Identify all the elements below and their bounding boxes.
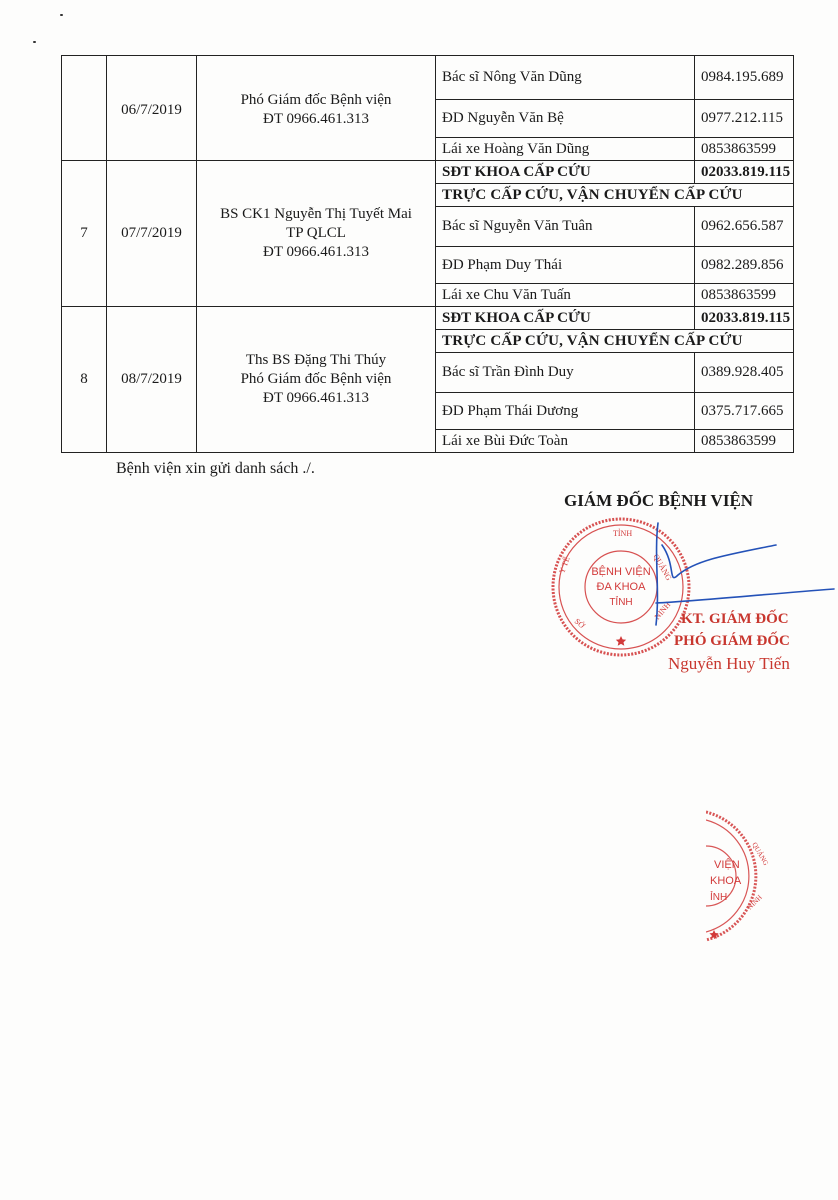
date-cell: 06/7/2019 [107,56,197,161]
stt-cell: 7 [62,161,107,307]
staff-phone: 0962.656.587 [695,207,794,247]
staff-phone: 0853863599 [695,284,794,307]
scan-speck [60,14,63,16]
stamp-center-text: ĐA KHOA [596,581,646,593]
stamp-ring-text: QUẢNG [651,552,674,583]
staff-phone: 0375.717.665 [695,393,794,430]
scan-speck [33,41,36,43]
stamp-center-text: BỆNH VIỆN [591,566,651,578]
leader-line: TP QLCL [286,225,346,241]
duty-schedule-table [61,55,794,453]
staff-role: ĐD Phạm Duy Thái [436,247,695,284]
leader-cell [197,161,436,307]
hotline-label: SĐT KHOA CẤP CỨU [436,307,695,330]
signature-title: GIÁM ĐỐC BỆNH VIỆN [564,491,754,510]
closing-text: Bệnh viện xin gửi danh sách ./. [116,460,315,477]
duty-label: TRỰC CẤP CỨU, VẬN CHUYỂN CẤP CỨU [436,330,794,353]
staff-role: ĐD Nguyễn Văn Bệ [436,100,695,138]
staff-role: Bác sĩ Trần Đình Duy [436,353,695,393]
date-cell: 07/7/2019 [107,161,197,307]
staff-role: ĐD Phạm Thái Dương [436,393,695,430]
hotline-phone: 02033.819.115 [695,307,794,330]
hotline-label: SĐT KHOA CẤP CỨU [436,161,695,184]
leader-line: Phó Giám đốc Bệnh viện [240,92,392,108]
leader-line: ĐT 0966.461.313 [263,390,369,406]
duty-label: TRỰC CẤP CỨU, VẬN CHUYỂN CẤP CỨU [436,184,794,207]
stamp-center-text: TỈNH [609,597,633,608]
staff-role: Bác sĩ Nông Văn Dũng [436,56,695,100]
staff-role: Lái xe Hoàng Văn Dũng [436,138,695,161]
leader-line: Phó Giám đốc Bệnh viện [240,371,392,387]
staff-phone: 0977.212.115 [695,100,794,138]
staff-phone: 0853863599 [695,430,794,453]
date-cell: 08/7/2019 [107,307,197,453]
seal-text: ỈNH [710,892,728,903]
seal-text: VIỆN [714,859,740,871]
leader-line: Ths BS Đặng Thi Thúy [245,352,387,368]
signature-kt-line: KT. GIÁM ĐỐC [681,611,789,627]
stamp-ring-text: Y TẾ [557,555,572,575]
staff-phone: 0389.928.405 [695,353,794,393]
leader-cell [197,56,436,161]
stamp-ring-text: TỈNH [613,529,633,538]
staff-phone: 0853863599 [695,138,794,161]
signature-deputy-line: PHÓ GIÁM ĐỐC [674,633,790,649]
staff-role: Lái xe Bùi Đức Toàn [436,430,695,453]
seal-text: KHOA [710,875,742,887]
leader-cell [197,307,436,453]
partial-seal [706,806,786,946]
stamp-ring-text: NINH [652,600,673,622]
staff-phone: 0984.195.689 [695,56,794,100]
stt-cell: 8 [62,307,107,453]
leader-line: ĐT 0966.461.313 [263,111,369,127]
stt-cell [62,56,107,161]
hotline-phone: 02033.819.115 [695,161,794,184]
staff-role: Lái xe Chu Văn Tuấn [436,284,695,307]
leader-line: ĐT 0966.461.313 [263,244,369,260]
seal-ring-text: QUẢNG [750,841,770,867]
seal-ring-text: NINH [745,893,764,912]
stamp-ring-text: SỞ [572,616,587,631]
leader-line: BS CK1 Nguyễn Thị Tuyết Mai [220,206,412,222]
staff-phone: 0982.289.856 [695,247,794,284]
staff-role: Bác sĩ Nguyễn Văn Tuân [436,207,695,247]
signer-name: Nguyễn Huy Tiến [668,654,790,673]
stamp-star-icon [616,636,626,646]
